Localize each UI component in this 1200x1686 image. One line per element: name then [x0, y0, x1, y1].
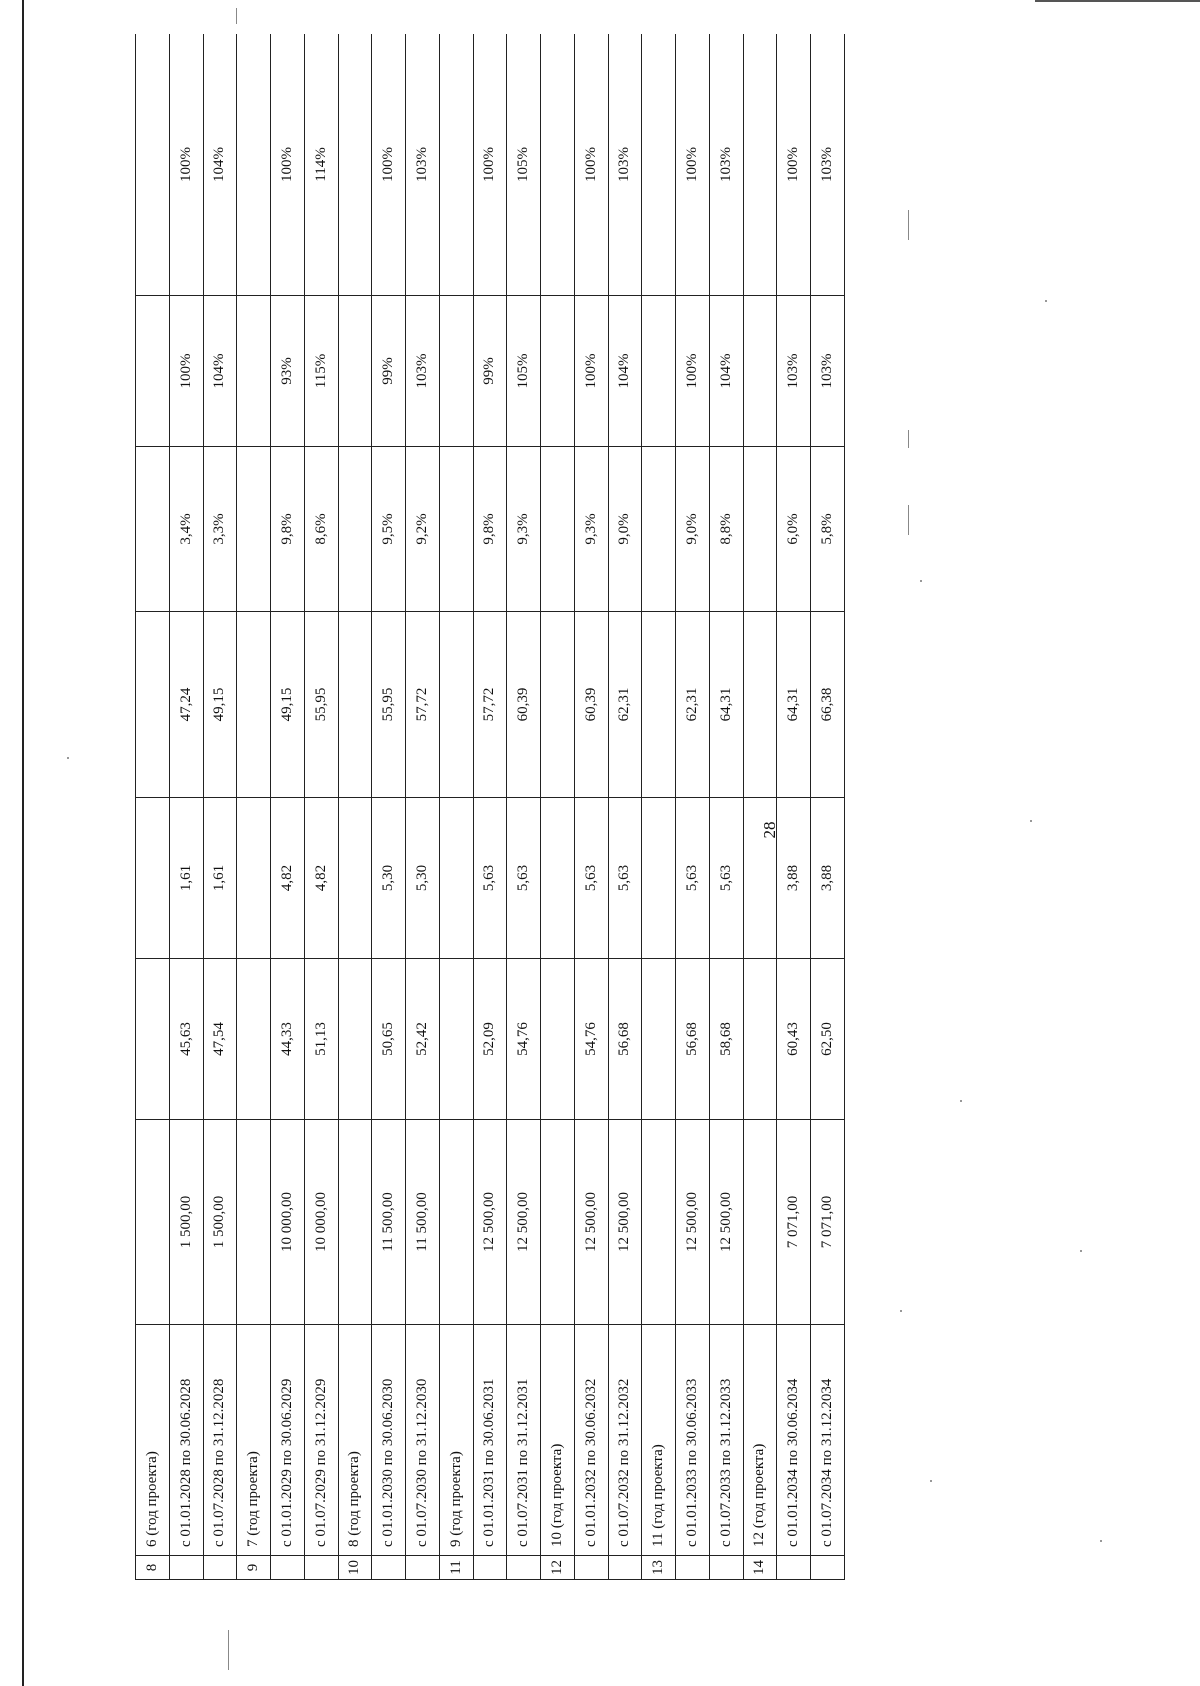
value-cell-2: 56,68	[608, 959, 642, 1120]
percent-cell-6: 99%	[372, 296, 406, 447]
value-cell-2: 56,68	[676, 959, 710, 1120]
table-row	[574, 34, 608, 1580]
percent-cell-6: 105%	[507, 296, 541, 447]
value-cell-3	[439, 798, 473, 959]
value-cell-1: 12 500,00	[473, 1120, 507, 1325]
table-row	[271, 34, 305, 1580]
value-cell-2	[439, 959, 473, 1120]
value-cell-1	[136, 1120, 170, 1325]
table-row	[237, 34, 271, 1580]
percent-cell-5: 9,0%	[608, 447, 642, 612]
page-number: 28	[760, 821, 779, 839]
value-cell-3: 5,63	[709, 798, 743, 959]
row-number-cell	[709, 1556, 743, 1580]
value-cell-3: 5,63	[676, 798, 710, 959]
percent-cell-7: 100%	[777, 34, 811, 296]
table-body	[136, 34, 845, 1580]
value-cell-3	[237, 798, 271, 959]
value-cell-1: 10 000,00	[304, 1120, 338, 1325]
value-cell-1: 12 500,00	[709, 1120, 743, 1325]
row-number-cell	[473, 1556, 507, 1580]
period-cell: с 01.01.2033 по 30.06.2033	[676, 1325, 710, 1556]
table-row	[642, 34, 676, 1580]
percent-cell-6	[136, 296, 170, 447]
value-cell-1: 7 071,00	[777, 1120, 811, 1325]
percent-cell-7	[237, 34, 271, 296]
percent-cell-6: 103%	[811, 296, 845, 447]
scan-artifact	[1030, 820, 1032, 822]
value-cell-3	[642, 798, 676, 959]
value-cell-4: 62,31	[676, 612, 710, 798]
percent-cell-5	[338, 447, 372, 612]
value-cell-1	[541, 1120, 575, 1325]
percent-cell-7: 114%	[304, 34, 338, 296]
value-cell-4: 55,95	[304, 612, 338, 798]
percent-cell-6	[743, 296, 777, 447]
percent-cell-7	[136, 34, 170, 296]
percent-cell-7: 100%	[372, 34, 406, 296]
percent-cell-6	[439, 296, 473, 447]
value-cell-3	[136, 798, 170, 959]
value-cell-4: 49,15	[271, 612, 305, 798]
value-cell-2	[136, 959, 170, 1120]
scan-artifact	[930, 1480, 932, 1482]
value-cell-2: 60,43	[777, 959, 811, 1120]
period-cell: с 01.07.2033 по 31.12.2033	[709, 1325, 743, 1556]
percent-cell-6	[338, 296, 372, 447]
percent-cell-6: 104%	[608, 296, 642, 447]
value-cell-3: 5,63	[574, 798, 608, 959]
period-cell: с 01.07.2028 по 31.12.2028	[203, 1325, 237, 1556]
scan-artifact	[236, 8, 237, 24]
value-cell-3: 5,30	[372, 798, 406, 959]
percent-cell-5	[541, 447, 575, 612]
row-number-cell	[507, 1556, 541, 1580]
percent-cell-5: 9,3%	[574, 447, 608, 612]
percent-cell-7	[642, 34, 676, 296]
percent-cell-7: 104%	[203, 34, 237, 296]
percent-cell-5: 9,5%	[372, 447, 406, 612]
row-number-cell	[169, 1556, 203, 1580]
value-cell-4: 57,72	[406, 612, 440, 798]
value-cell-2: 52,42	[406, 959, 440, 1120]
row-number-cell: 10	[338, 1556, 372, 1580]
percent-cell-6: 115%	[304, 296, 338, 447]
scan-artifact	[960, 1100, 962, 1102]
period-cell: с 01.01.2028 по 30.06.2028	[169, 1325, 203, 1556]
percent-cell-5: 9,3%	[507, 447, 541, 612]
period-cell: 9 (год проекта)	[439, 1325, 473, 1556]
scan-edge-top	[1035, 0, 1200, 2]
scan-artifact	[1100, 1540, 1102, 1542]
percent-cell-5: 9,2%	[406, 447, 440, 612]
table-row	[136, 34, 170, 1580]
value-cell-2	[642, 959, 676, 1120]
percent-cell-5	[237, 447, 271, 612]
table-row	[811, 34, 845, 1580]
value-cell-1: 12 500,00	[507, 1120, 541, 1325]
row-number-cell: 13	[642, 1556, 676, 1580]
percent-cell-6: 103%	[406, 296, 440, 447]
percent-cell-7	[338, 34, 372, 296]
period-cell: 10 (год проекта)	[541, 1325, 575, 1556]
value-cell-4	[642, 612, 676, 798]
value-cell-4: 55,95	[372, 612, 406, 798]
table-row	[203, 34, 237, 1580]
scan-artifact	[228, 1630, 229, 1670]
scan-artifact	[1045, 300, 1047, 302]
table-row	[406, 34, 440, 1580]
value-cell-1: 11 500,00	[406, 1120, 440, 1325]
period-cell: с 01.07.2032 по 31.12.2032	[608, 1325, 642, 1556]
percent-cell-7: 105%	[507, 34, 541, 296]
percent-cell-5	[743, 447, 777, 612]
scan-artifact	[920, 580, 922, 582]
percent-cell-7	[541, 34, 575, 296]
value-cell-1	[743, 1120, 777, 1325]
row-number-cell	[574, 1556, 608, 1580]
percent-cell-6	[642, 296, 676, 447]
period-cell: с 01.01.2030 по 30.06.2030	[372, 1325, 406, 1556]
value-cell-1	[642, 1120, 676, 1325]
table-row	[507, 34, 541, 1580]
value-cell-3: 5,63	[507, 798, 541, 959]
value-cell-4: 49,15	[203, 612, 237, 798]
row-number-cell	[811, 1556, 845, 1580]
percent-cell-7: 103%	[608, 34, 642, 296]
value-cell-2: 51,13	[304, 959, 338, 1120]
percent-cell-6: 104%	[203, 296, 237, 447]
table-row	[439, 34, 473, 1580]
percent-cell-7: 103%	[406, 34, 440, 296]
value-cell-1: 10 000,00	[271, 1120, 305, 1325]
table-row	[676, 34, 710, 1580]
table-row	[473, 34, 507, 1580]
row-number-cell	[676, 1556, 710, 1580]
value-cell-4: 62,31	[608, 612, 642, 798]
row-number-cell: 9	[237, 1556, 271, 1580]
value-cell-2: 47,54	[203, 959, 237, 1120]
percent-cell-6: 100%	[169, 296, 203, 447]
percent-cell-5: 6,0%	[777, 447, 811, 612]
value-cell-3	[338, 798, 372, 959]
value-cell-4: 66,38	[811, 612, 845, 798]
percent-cell-7: 100%	[271, 34, 305, 296]
value-cell-2	[541, 959, 575, 1120]
value-cell-3	[541, 798, 575, 959]
value-cell-2	[338, 959, 372, 1120]
value-cell-2	[743, 959, 777, 1120]
value-cell-4	[541, 612, 575, 798]
percent-cell-7: 103%	[709, 34, 743, 296]
table-row	[372, 34, 406, 1580]
percent-cell-6: 100%	[574, 296, 608, 447]
table-row	[709, 34, 743, 1580]
value-cell-3: 4,82	[304, 798, 338, 959]
row-number-cell	[406, 1556, 440, 1580]
percent-cell-5: 9,8%	[473, 447, 507, 612]
value-cell-3: 5,63	[608, 798, 642, 959]
value-cell-1: 12 500,00	[676, 1120, 710, 1325]
percent-cell-7: 100%	[574, 34, 608, 296]
scan-artifact	[908, 430, 909, 448]
period-cell: с 01.01.2032 по 30.06.2032	[574, 1325, 608, 1556]
table-row	[608, 34, 642, 1580]
value-cell-1	[439, 1120, 473, 1325]
table-row	[743, 34, 777, 1580]
period-cell: с 01.07.2031 по 31.12.2031	[507, 1325, 541, 1556]
percent-cell-5: 9,0%	[676, 447, 710, 612]
period-cell: с 01.07.2034 по 31.12.2034	[811, 1325, 845, 1556]
row-number-cell: 14	[743, 1556, 777, 1580]
row-number-cell: 11	[439, 1556, 473, 1580]
scan-artifact	[908, 210, 909, 240]
value-cell-3: 4,82	[271, 798, 305, 959]
value-cell-1: 1 500,00	[203, 1120, 237, 1325]
value-cell-4: 64,31	[709, 612, 743, 798]
value-cell-1	[237, 1120, 271, 1325]
value-cell-2: 45,63	[169, 959, 203, 1120]
percent-cell-5: 8,6%	[304, 447, 338, 612]
percent-cell-6: 103%	[777, 296, 811, 447]
value-cell-3: 1,61	[203, 798, 237, 959]
period-cell: 12 (год проекта)	[743, 1325, 777, 1556]
table-row	[338, 34, 372, 1580]
row-number-cell: 8	[136, 1556, 170, 1580]
value-cell-2: 52,09	[473, 959, 507, 1120]
tariff-table-frame	[135, 34, 845, 1580]
value-cell-3: 1,61	[169, 798, 203, 959]
percent-cell-5: 9,8%	[271, 447, 305, 612]
percent-cell-6: 93%	[271, 296, 305, 447]
table-row	[169, 34, 203, 1580]
row-number-cell	[271, 1556, 305, 1580]
value-cell-4	[338, 612, 372, 798]
period-cell: 11 (год проекта)	[642, 1325, 676, 1556]
value-cell-2: 54,76	[574, 959, 608, 1120]
period-cell: с 01.01.2031 по 30.06.2031	[473, 1325, 507, 1556]
value-cell-4	[136, 612, 170, 798]
period-cell: с 01.07.2030 по 31.12.2030	[406, 1325, 440, 1556]
period-cell: 7 (год проекта)	[237, 1325, 271, 1556]
percent-cell-6: 104%	[709, 296, 743, 447]
row-number-cell	[304, 1556, 338, 1580]
value-cell-3: 5,30	[406, 798, 440, 959]
percent-cell-5	[136, 447, 170, 612]
percent-cell-7	[743, 34, 777, 296]
value-cell-1: 12 500,00	[608, 1120, 642, 1325]
row-number-cell	[608, 1556, 642, 1580]
value-cell-4: 57,72	[473, 612, 507, 798]
scan-artifact	[908, 505, 909, 535]
percent-cell-5: 5,8%	[811, 447, 845, 612]
percent-cell-7: 100%	[169, 34, 203, 296]
value-cell-3: 5,63	[473, 798, 507, 959]
percent-cell-7: 100%	[676, 34, 710, 296]
percent-cell-7: 103%	[811, 34, 845, 296]
value-cell-2	[237, 959, 271, 1120]
period-cell: 8 (год проекта)	[338, 1325, 372, 1556]
value-cell-1: 11 500,00	[372, 1120, 406, 1325]
value-cell-4	[743, 612, 777, 798]
value-cell-1: 12 500,00	[574, 1120, 608, 1325]
value-cell-4: 60,39	[574, 612, 608, 798]
rotated-table-wrapper	[135, 34, 845, 1580]
tariff-table	[135, 34, 845, 1580]
percent-cell-5: 8,8%	[709, 447, 743, 612]
percent-cell-7	[439, 34, 473, 296]
value-cell-2: 50,65	[372, 959, 406, 1120]
scan-artifact	[1080, 1250, 1082, 1252]
value-cell-4	[439, 612, 473, 798]
percent-cell-6: 100%	[676, 296, 710, 447]
percent-cell-5: 3,3%	[203, 447, 237, 612]
value-cell-4: 47,24	[169, 612, 203, 798]
percent-cell-6	[541, 296, 575, 447]
percent-cell-6	[237, 296, 271, 447]
table-row	[541, 34, 575, 1580]
percent-cell-5	[439, 447, 473, 612]
row-number-cell	[777, 1556, 811, 1580]
percent-cell-5	[642, 447, 676, 612]
period-cell: 6 (год проекта)	[136, 1325, 170, 1556]
scan-artifact	[67, 757, 69, 759]
value-cell-4: 64,31	[777, 612, 811, 798]
percent-cell-6: 99%	[473, 296, 507, 447]
value-cell-1: 7 071,00	[811, 1120, 845, 1325]
row-number-cell	[372, 1556, 406, 1580]
value-cell-4	[237, 612, 271, 798]
scan-edge-left	[22, 0, 24, 1686]
row-number-cell	[203, 1556, 237, 1580]
percent-cell-7: 100%	[473, 34, 507, 296]
row-number-cell: 12	[541, 1556, 575, 1580]
value-cell-2: 44,33	[271, 959, 305, 1120]
percent-cell-5: 3,4%	[169, 447, 203, 612]
value-cell-2: 62,50	[811, 959, 845, 1120]
value-cell-3: 3,88	[811, 798, 845, 959]
value-cell-4: 60,39	[507, 612, 541, 798]
value-cell-2: 54,76	[507, 959, 541, 1120]
period-cell: с 01.01.2029 по 30.06.2029	[271, 1325, 305, 1556]
scan-artifact	[900, 1310, 902, 1312]
period-cell: с 01.01.2034 по 30.06.2034	[777, 1325, 811, 1556]
value-cell-1: 1 500,00	[169, 1120, 203, 1325]
value-cell-2: 58,68	[709, 959, 743, 1120]
value-cell-3	[743, 798, 777, 959]
table-row	[304, 34, 338, 1580]
value-cell-1	[338, 1120, 372, 1325]
value-cell-3: 3,88	[777, 798, 811, 959]
table-row	[777, 34, 811, 1580]
period-cell: с 01.07.2029 по 31.12.2029	[304, 1325, 338, 1556]
